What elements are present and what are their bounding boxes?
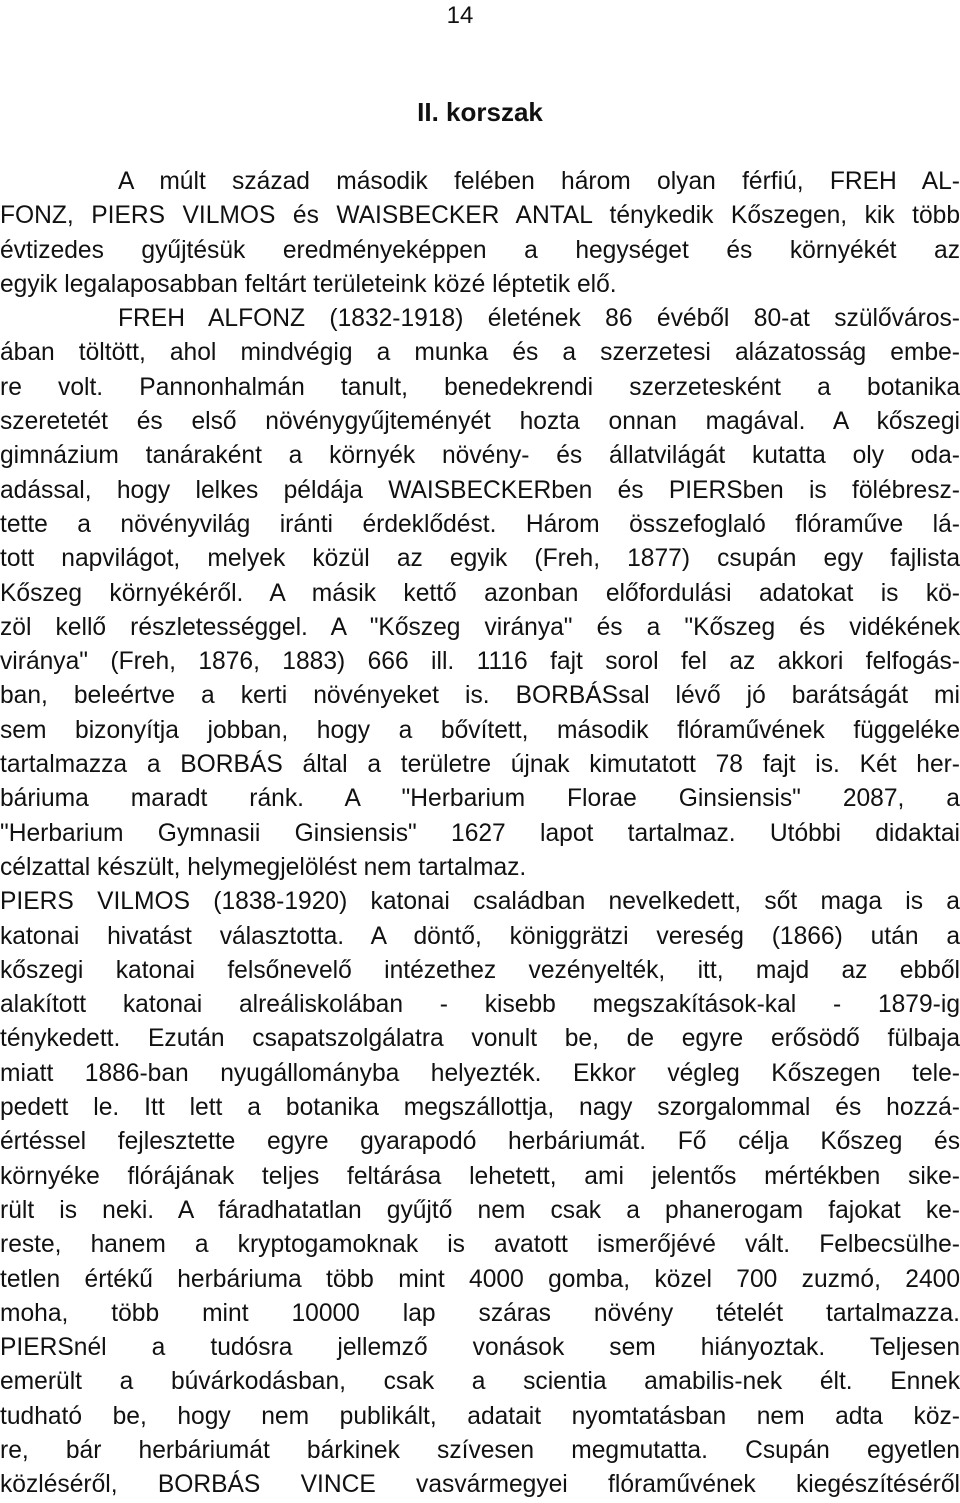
- text-line: báriuma maradt ránk. A "Herbarium Florae Ginsiensis" 2087, a: [0, 785, 960, 813]
- text-line: tette a növényvilág iránti érdeklődést. Három összefoglaló flóraműve lá-: [0, 510, 960, 538]
- text-line: miatt 1886-ban nyugállományba helyezték. Ekkor végleg Kőszegen tele-: [0, 1059, 960, 1087]
- text-line: "Herbarium Gymnasii Ginsiensis" 1627 lapot tartalmaz. Utóbbi didaktai: [0, 819, 960, 847]
- chapter-title: II. korszak: [417, 97, 543, 127]
- text-line: rült is neki. A fáradhatatlan gyűjtő nem csak a phanerogam fajokat ke-: [0, 1196, 960, 1224]
- text-line: pedett le. Itt lett a botanika megszállottja, nagy szorgalommal és hozzá-: [0, 1094, 960, 1122]
- text-line: tetlen értékű herbáriuma több mint 4000 gomba, közel 700 zuzmó, 2400: [0, 1265, 960, 1293]
- text-line: kőszegi katonai felsőnevelő intézethez vezényelték, itt, majd az ebből: [0, 956, 960, 984]
- text-line: zöl kellő részletességgel. A "Kőszeg viránya" és a "Kőszeg és vidékének: [0, 613, 960, 641]
- text-line: Kőszeg környékéről. A másik kettő azonban előfordulási adatokat is kö-: [0, 579, 960, 607]
- text-line: közléséről, BORBÁS VINCE vasvármegyei flóraművének kiegészítéséről: [0, 1471, 960, 1499]
- text-line: re, bár herbáriumát bárkinek szívesen megmutatta. Csupán egyetlen: [0, 1436, 960, 1464]
- text-line: emerült a búvárkodásban, csak a scientia amabilis-nek élt. Ennek: [0, 1368, 960, 1396]
- text-line: ában töltött, ahol mindvégig a munka és a szerzetesi alázatosság embe-: [0, 339, 960, 367]
- text-line: gimnázium tanáraként a környék növény- és állatvilágát kutatta oly oda-: [0, 442, 960, 470]
- text-line: célzattal készült, helymegjelölést nem tartalmaz.: [0, 853, 527, 881]
- text-line: re volt. Pannonhalmán tanult, benedekrendi szerzetesként a botanika: [0, 373, 960, 401]
- text-line: szeretetét és első növénygyűjteményét hozta onnan magával. A kőszegi: [0, 408, 960, 436]
- text-line: sem bizonyítja jobban, hogy a bővített, második flóraművének függeléke: [0, 716, 960, 744]
- text-line: évtizedes gyűjtésük eredményeképpen a hegységet és környékét az: [0, 236, 960, 264]
- text-line: adással, hogy lelkes példája WAISBECKERben és PIERSben is fölébresz-: [0, 476, 960, 504]
- text-line: PIERS VILMOS (1838-1920) katonai családban nevelkedett, sőt maga is a: [0, 888, 960, 916]
- text-line: egyik legalaposabban feltárt területeink közé léptetik elő.: [0, 270, 617, 298]
- text-line: moha, több mint 10000 lap száras növény tételét tartalmazza.: [0, 1299, 960, 1327]
- text-line: tott napvilágot, melyek közül az egyik (Freh, 1877) csupán egy fajlista: [0, 545, 960, 573]
- text-line: alakított katonai alreáliskolában - kisebb megszakítások-kal - 1879-ig: [0, 991, 960, 1019]
- text-line: katonai hivatást választotta. A döntő, königgrätzi vereség (1866) után a: [0, 922, 960, 950]
- text-line: PIERSnél a tudósra jellemző vonások sem hiányoztak. Teljesen: [0, 1334, 960, 1362]
- text-line: ban, beleértve a kerti növényeket is. BORBÁSsal lévő jó barátságát mi: [0, 682, 960, 710]
- text-line: FREH ALFONZ (1832-1918) életének 86 évéből 80-at szülőváros-: [118, 305, 960, 333]
- text-line: reste, hanem a kryptogamoknak is avatott ismerőjévé vált. Felbecsülhe-: [0, 1231, 960, 1259]
- text-line: tudható be, hogy nem publikált, adatait nyomtatásban nem adta köz-: [0, 1402, 960, 1430]
- text-line: értéssel fejlesztette egyre gyarapodó herbáriumát. Fő célja Kőszeg és: [0, 1128, 960, 1156]
- text-line: A múlt század második felében három olyan férfiú, FREH AL-: [118, 168, 960, 195]
- body-text: [0, 165, 960, 1503]
- text-line: tartalmazza a BORBÁS által a területre újnak kimutatott 78 fajt is. Két her-: [0, 751, 960, 779]
- text-line: viránya" (Freh, 1876, 1883) 666 ill. 1116 fajt sorol fel az akkori felfogás-: [0, 648, 960, 676]
- text-line: ténykedett. Ezután csapatszolgálatra vonult be, de egyre erősödő fülbaja: [0, 1025, 960, 1053]
- text-line: FONZ, PIERS VILMOS és WAISBECKER ANTAL ténykedik Kőszegen, kik több: [0, 202, 960, 230]
- page-number: 14: [446, 2, 474, 29]
- text-line: környéke flórájának teljes feltárása lehetett, ami jelentős mértékben sike-: [0, 1162, 960, 1190]
